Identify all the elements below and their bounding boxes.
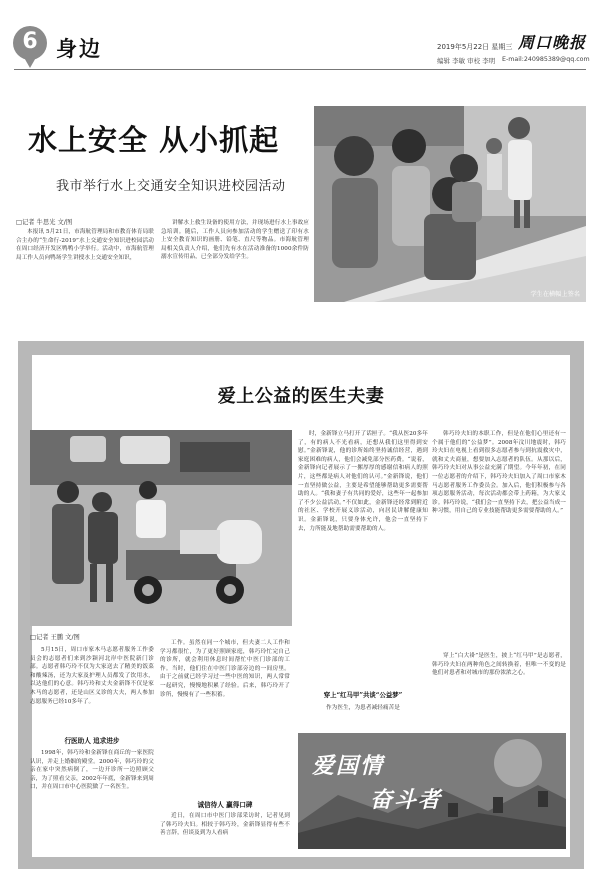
paper-logo: 周口晚报 — [518, 33, 587, 52]
story2-col4-bottom: 穿上“白大褂”是医生，披上“红马甲”是志愿者，韩巧玲夫妇在两种角色之间转换着，但唯一不变的是他们对患者和对城市的那份浓浓之心。 — [432, 653, 566, 677]
story1-photo — [314, 106, 586, 302]
story2-col3: 时，金新锋立马打开了话匣子。“我从医20多年了，有的病人不光看病，还想从我们这里得到安慰。”金新锋说，他的诊所始终坚持诚信经营，遇到家庭困难的病人，他们会减免部分医药费。“说着，金新锋向记者展示了一摞厚厚的感谢信和病人的照片，这些都是病人对他们的认可。”金新锋说，他们一直坚持做公益，主要是希望能够帮助更多需要帮助的人。“我和妻子有共同的爱好，这些年一起参加了不少公益活动。”不仅如此，金新锋还经常到附近的社区、学校开展义诊活动，向居民讲解健康知识。金新锋说，只要身体允许，他会一直坚持下去，力所能及地帮助需要帮助的人。 — [298, 431, 428, 532]
story2-headline: 爱上公益的医生夫妻 — [217, 386, 385, 407]
byline-box-icon: □ — [16, 219, 22, 226]
story2-byline: □记者 王鹏 文/图 — [30, 634, 80, 641]
story1-col2: 讲解水上救生设备的使用方法，并现场进行水上事故应急培训。随后，工作人员向参加活动的学生赠送了印有水上安全教育知识的画册、铅笔、直尺等物品。市海航管理局相关负责人介绍，他们先有水在活动准备的1000余件防溺水宣传用品，已全部分发给学生。 — [161, 220, 309, 261]
header-email: E-mail:240985389@qq.com — [502, 56, 590, 63]
page-number: 6 — [22, 29, 38, 54]
story1-subheadline: 我市举行水上交通安全知识进校园活动 — [56, 179, 286, 194]
story1-headline: 水上安全 从小抓起 — [28, 123, 280, 157]
story2-panel-right — [570, 341, 584, 869]
story2-col4: 韩巧玲夫妇的本职工作，但是在他们心里还有一个属于他们的“公益梦”。2008年汶川地震时，韩巧玲夫妇在电视上看到很多志愿者参与到抗震救灾中，就和丈夫商量，想要加入志愿者的队伍。从那以后，韩巧玲夫妇对从事公益充满了期望。今年年初，在同一位志愿者的介绍下，韩巧玲夫妇加入了周口市家木马志愿者服务工作委员会。加入后，他们积极参与各项志愿服务活动，每次活动都会带上药箱，为大家义诊。韩巧玲说，“我们会一直坚持下去，把公益当成一种习惯，用自己的专业技能帮助更多需要帮助的人。” — [432, 431, 566, 515]
story2-col1-bottom: 1998年，韩巧玲和金新锋在商丘的一家医院认识，并走上婚姻的殿堂。2000年，韩巧玲的父亲在家中突然病倒了，一边开诊所一边照顾父亲，为了照看父亲，2002年年底，金新锋来到周口，并在周口市中心医院做了一名医生。 — [30, 750, 154, 791]
story2-col1-top: 5月15日，周口市家木马志愿者服务工作委员会的志愿者们来到沙颍河北岸中医院新门诊部。志愿者韩巧玲不仅为大家送去了精美的饭菜和酸辣汤，还为大家及护理人员都发了饮用水，以达他们的心意。韩巧玲和丈夫金新锋不仅是家木马的志愿者，还是山区义诊的大夫，两人参加志愿服务已经10多年了。 — [30, 647, 154, 705]
section-title: 身边 — [56, 36, 102, 61]
story2-photo — [30, 430, 292, 626]
byline-box-icon: □ — [30, 634, 36, 641]
story1-col1: 本报讯 5月21日，市海航管理局和市教育体育局联合主办的“生命行-2019”水上交通安全知识进校园活动在周口经济开发区鸭鸭小学举行。活动中，市海航管理局工作人员向鸭场学生讲授水上交通安全知识， — [16, 229, 154, 261]
story2-panel-top — [18, 341, 584, 355]
patriotism-banner — [298, 733, 566, 849]
banner-text-2: 奋斗者 — [370, 787, 443, 813]
header-date: 2019年5月22日 星期三 — [437, 43, 513, 51]
story2-subhead-b: 诚信待人 赢得口碑 — [197, 801, 253, 809]
doctor-couple-street-image — [30, 430, 292, 626]
story2-col2-top: 工作。虽然在同一个城市，但夫妻二人工作和学习都很忙，为了更好照顾家庭，韩巧玲忙完自己的诊所，就会利用休息时间帮忙中医门诊部的工作。当时，他们住在中医门诊部旁边的一间房里。由于之前就已经学习过一些中医的知识，两人常常一起研究，慢慢地积累了经验。后来，韩巧玲开了诊所，慢慢有了一些积蓄。 — [160, 640, 290, 698]
story2-subhead-a: 行医助人 追求进步 — [64, 737, 120, 745]
story1-byline: □记者 牛思光 文/图 — [16, 219, 73, 226]
story2-panel-bottom — [18, 857, 584, 869]
story2-col3-bottom: 作为医生，为患者减轻痛苦是 — [325, 705, 401, 711]
banner-text-1: 爱国情 — [312, 753, 385, 779]
story2-col2-bottom: 近日，在周口市中医门诊部采访时，记者见到了韩巧玲夫妇。相较于韩巧玲，金新锋显得有些不善言辞，但谈及到为人看病 — [160, 813, 290, 837]
header-editor: 编辑 李敏 审校 李明 — [437, 57, 496, 65]
story1-photo-caption: 学生在横幅上签名 — [530, 291, 580, 298]
students-signing-banner-image — [314, 106, 586, 302]
story2-subhead-c: 穿上“红马甲”共谈“公益梦” — [323, 691, 403, 699]
header-rule — [14, 69, 586, 70]
